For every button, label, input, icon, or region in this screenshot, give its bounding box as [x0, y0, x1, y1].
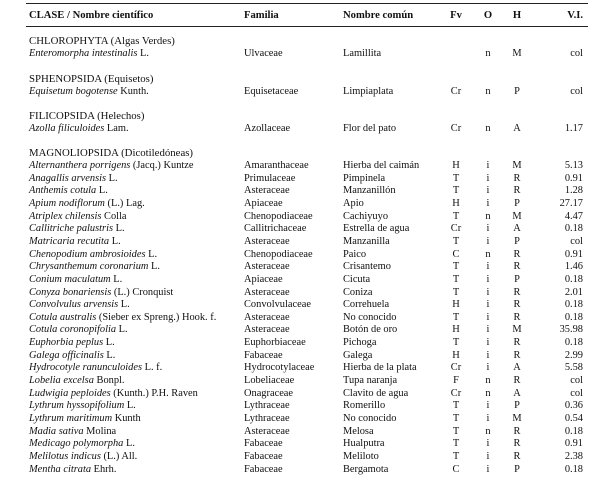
- group-title: MAGNOLIOPSIDA (Dicotiledóneas): [29, 147, 194, 159]
- origin-cell: i: [486, 160, 490, 171]
- common-name-cell: No conocido: [343, 311, 397, 323]
- habitat-cell: R: [513, 349, 521, 361]
- habitat-cell: P: [514, 235, 520, 247]
- habitat-cell: M: [512, 160, 522, 171]
- common-name-cell: Paico: [343, 248, 367, 260]
- table-row: [0, 323, 600, 336]
- species-author: Bonpl.: [93, 375, 125, 387]
- species-binomial: Hydrocotyle ranunculoides: [29, 362, 143, 374]
- fv-cell: T: [452, 185, 460, 197]
- habitat-cell: A: [513, 362, 521, 374]
- vi-cell: 1.17: [564, 123, 583, 134]
- table-row: [0, 311, 600, 324]
- table-row: [0, 399, 600, 412]
- species-binomial: Medicago polymorpha: [29, 438, 124, 450]
- origin-cell: n: [485, 210, 491, 222]
- habitat-cell: M: [512, 324, 522, 336]
- table-row: [0, 248, 600, 261]
- origin-cell: n: [485, 48, 491, 59]
- habitat-cell: M: [512, 48, 522, 59]
- origin-cell: n: [485, 86, 491, 97]
- habitat-cell: R: [513, 248, 521, 260]
- habitat-cell: R: [513, 311, 521, 323]
- origin-cell: n: [485, 375, 491, 387]
- fv-cell: T: [452, 311, 460, 323]
- fv-cell: Cr: [450, 123, 462, 134]
- table-row: [0, 437, 600, 450]
- table-row: [0, 298, 600, 311]
- common-name-cell: Clavito de agua: [343, 387, 409, 399]
- family-cell: Convolvulaceae: [244, 299, 311, 311]
- vi-cell: 2.38: [564, 450, 583, 462]
- fv-cell: T: [452, 172, 460, 184]
- common-name-cell: Pimpinela: [343, 172, 386, 184]
- family-cell: Apiaceae: [244, 197, 283, 209]
- common-name-cell: Meliloto: [343, 450, 379, 462]
- scientific-name: [29, 412, 141, 425]
- family-cell: Fabaceae: [244, 349, 283, 361]
- vi-cell: 5.13: [564, 160, 583, 171]
- vi-cell: 0.54: [564, 413, 583, 424]
- header-family: Familia: [244, 10, 279, 21]
- fv-cell: H: [452, 299, 460, 311]
- common-name-cell: Cicuta: [343, 273, 371, 285]
- fv-cell: T: [452, 261, 460, 273]
- vi-cell: col: [570, 48, 583, 59]
- header-common: Nombre común: [343, 10, 414, 21]
- table-row: [0, 349, 600, 362]
- habitat-cell: M: [512, 413, 522, 424]
- species-binomial: Atriplex chilensis: [29, 210, 102, 222]
- species-author: L.: [123, 438, 135, 450]
- family-cell: Chenopodiaceae: [244, 248, 313, 260]
- group-title: CHLOROPHYTA (Algas Verdes): [29, 35, 175, 47]
- header-rule: [26, 26, 588, 27]
- family-cell: Callitrichaceae: [244, 223, 307, 235]
- header-o: O: [483, 10, 493, 21]
- fv-cell: H: [452, 160, 460, 171]
- table-row: [0, 85, 600, 98]
- fv-cell: T: [452, 413, 460, 424]
- table-row: [0, 412, 600, 425]
- common-name-cell: Pichoga: [343, 337, 377, 349]
- vi-cell: 27.17: [559, 197, 583, 209]
- common-name-cell: Apio: [343, 197, 364, 209]
- origin-cell: i: [486, 337, 490, 349]
- species-author: Kunth.: [117, 86, 149, 97]
- species-author: L.: [110, 273, 123, 285]
- origin-cell: i: [486, 324, 490, 336]
- family-cell: Lythraceae: [244, 413, 290, 424]
- scientific-name: [29, 184, 108, 197]
- table-row: [0, 184, 600, 197]
- table-row: [0, 425, 600, 438]
- scientific-name: [29, 235, 121, 248]
- scientific-name: [29, 222, 125, 235]
- habitat-cell: R: [513, 286, 521, 298]
- vi-cell: 0.18: [564, 425, 583, 437]
- species-binomial: Conyza bonariensis: [29, 286, 112, 298]
- habitat-cell: P: [514, 463, 520, 475]
- vi-cell: 4.47: [564, 210, 583, 222]
- origin-cell: n: [485, 123, 491, 134]
- scientific-name: [29, 210, 127, 223]
- origin-cell: i: [486, 299, 490, 311]
- scientific-name: [29, 399, 136, 412]
- header-row: [0, 9, 600, 22]
- species-author: Kunth: [112, 413, 141, 424]
- common-name-cell: Manzanillón: [343, 185, 396, 197]
- vi-cell: 2.01: [564, 286, 583, 298]
- habitat-cell: R: [513, 438, 521, 450]
- species-binomial: Euphorbia peplus: [29, 337, 104, 349]
- species-author: L.: [116, 324, 128, 336]
- family-cell: Fabaceae: [244, 438, 283, 450]
- family-cell: Ulvaceae: [244, 48, 283, 59]
- vi-cell: col: [570, 86, 583, 97]
- scientific-name: [29, 463, 116, 476]
- table-row: [0, 336, 600, 349]
- habitat-cell: R: [513, 375, 521, 387]
- family-cell: Onagraceae: [244, 387, 294, 399]
- family-cell: Euphorbiaceae: [244, 337, 306, 349]
- table-row: [0, 222, 600, 235]
- table-row: [0, 235, 600, 248]
- habitat-cell: R: [513, 425, 521, 437]
- common-name-cell: Galega: [343, 349, 373, 361]
- scientific-name: [29, 361, 162, 374]
- common-name-cell: Estrella de agua: [343, 223, 410, 235]
- species-author: L.: [109, 235, 121, 247]
- family-cell: Asteraceae: [244, 261, 290, 273]
- family-cell: Amaranthaceae: [244, 160, 309, 171]
- table-row: [0, 361, 600, 374]
- species-author: L.: [103, 337, 115, 349]
- scientific-name: [29, 122, 129, 135]
- species-binomial: Galega officinalis: [29, 349, 104, 361]
- family-cell: Asteraceae: [244, 286, 290, 298]
- fv-cell: T: [452, 273, 460, 285]
- origin-cell: i: [486, 273, 490, 285]
- common-name-cell: Crisantemo: [343, 261, 391, 273]
- group-title: FILICOPSIDA (Helechos): [29, 110, 145, 122]
- species-binomial: Madia sativa: [29, 425, 84, 437]
- habitat-cell: A: [513, 223, 521, 235]
- fv-cell: T: [452, 337, 460, 349]
- origin-cell: i: [486, 311, 490, 323]
- species-binomial: Callitriche palustris: [29, 223, 113, 235]
- table-row: [0, 210, 600, 223]
- vi-cell: 0.18: [564, 299, 583, 311]
- common-name-cell: Hierba del caimán: [343, 160, 420, 171]
- scientific-name: [29, 286, 173, 299]
- fv-cell: Cr: [450, 387, 462, 399]
- scientific-name: [29, 336, 115, 349]
- family-cell: Apiaceae: [244, 273, 283, 285]
- vi-cell: 0.18: [564, 311, 583, 323]
- species-author: (Kunth.) P.H. Raven: [110, 387, 198, 399]
- common-name-cell: Limpiaplata: [343, 86, 394, 97]
- table-row: [0, 47, 600, 60]
- table-row: [0, 450, 600, 463]
- fv-cell: T: [452, 425, 460, 437]
- group-title: SPHENOPSIDA (Equisetos): [29, 73, 154, 85]
- origin-cell: i: [486, 438, 490, 450]
- species-binomial: Lobelia excelsa: [29, 375, 94, 387]
- table-row: [0, 172, 600, 185]
- species-author: (Sieber ex Spreng.) Hook. f.: [96, 311, 217, 323]
- species-author: L.: [106, 172, 118, 184]
- habitat-cell: R: [513, 185, 521, 197]
- scientific-name: [29, 374, 125, 387]
- scientific-name: [29, 437, 135, 450]
- species-author: L.: [113, 223, 125, 235]
- fv-cell: Cr: [450, 223, 462, 235]
- habitat-cell: M: [512, 210, 522, 222]
- vi-cell: 0.18: [564, 223, 583, 235]
- common-name-cell: Correhuela: [343, 299, 390, 311]
- scientific-name: [29, 387, 198, 400]
- origin-cell: i: [486, 235, 490, 247]
- vi-cell: col: [570, 375, 583, 387]
- species-binomial: Cotula australis: [29, 311, 97, 323]
- vi-cell: 1.28: [564, 185, 583, 197]
- family-cell: Azollaceae: [244, 123, 291, 134]
- species-author: L.: [145, 248, 158, 260]
- common-name-cell: Hualputra: [343, 438, 385, 450]
- fv-cell: T: [452, 400, 460, 412]
- common-name-cell: Tupa naranja: [343, 375, 398, 387]
- vi-cell: 5.58: [564, 362, 583, 374]
- table-row: [0, 463, 600, 476]
- species-binomial: Anagallis arvensis: [29, 172, 107, 184]
- fv-cell: Cr: [450, 362, 462, 374]
- origin-cell: i: [486, 286, 490, 298]
- origin-cell: i: [486, 400, 490, 412]
- scientific-name: [29, 425, 116, 438]
- common-name-cell: Romerillo: [343, 400, 386, 412]
- table-row: [0, 197, 600, 210]
- table-row: [0, 387, 600, 400]
- origin-cell: i: [486, 463, 490, 475]
- habitat-cell: P: [514, 400, 520, 412]
- origin-cell: i: [486, 223, 490, 235]
- species-author: L.: [148, 261, 160, 273]
- fv-cell: F: [453, 375, 459, 387]
- origin-cell: i: [486, 185, 490, 197]
- origin-cell: n: [485, 387, 491, 399]
- habitat-cell: P: [514, 86, 520, 97]
- species-author: (L.) All.: [100, 450, 138, 462]
- fv-cell: T: [452, 235, 460, 247]
- species-binomial: Lythrum hyssopifolium: [29, 400, 125, 412]
- species-binomial: Conium maculatum: [29, 273, 111, 285]
- habitat-cell: R: [513, 299, 521, 311]
- vi-cell: 0.91: [564, 248, 583, 260]
- habitat-cell: P: [514, 197, 520, 209]
- table-row: [0, 273, 600, 286]
- header-name: CLASE / Nombre científico: [29, 10, 154, 21]
- fv-cell: T: [452, 438, 460, 450]
- vi-cell: 0.91: [564, 172, 583, 184]
- scientific-name: [29, 85, 149, 98]
- habitat-cell: P: [514, 273, 520, 285]
- common-name-cell: Cachiyuyo: [343, 210, 389, 222]
- species-author: Colla: [101, 210, 127, 222]
- common-name-cell: No conocido: [343, 413, 397, 424]
- species-author: Molina: [83, 425, 117, 437]
- species-binomial: Melilotus indicus: [29, 450, 101, 462]
- vi-cell: 0.18: [564, 463, 583, 475]
- origin-cell: i: [486, 197, 490, 209]
- species-author: L.: [124, 400, 136, 412]
- scientific-name: [29, 298, 130, 311]
- family-cell: Lobeliaceae: [244, 375, 295, 387]
- scientific-name: [29, 273, 122, 286]
- fv-cell: C: [452, 463, 460, 475]
- header-fv: Fv: [450, 10, 462, 21]
- scientific-name: [29, 47, 149, 60]
- vi-cell: 35.98: [559, 324, 583, 336]
- vi-cell: 1.46: [564, 261, 583, 273]
- vi-cell: 0.18: [564, 337, 583, 349]
- common-name-cell: Lamillita: [343, 48, 382, 59]
- species-binomial: Alternanthera porrigens: [29, 160, 131, 171]
- origin-cell: i: [486, 261, 490, 273]
- family-cell: Asteraceae: [244, 185, 290, 197]
- origin-cell: i: [486, 172, 490, 184]
- species-author: Ehrh.: [91, 463, 117, 475]
- species-binomial: Chenopodium ambrosioides: [29, 248, 146, 260]
- scientific-name: [29, 311, 216, 324]
- species-author: L.: [118, 299, 130, 311]
- family-cell: Fabaceae: [244, 450, 283, 462]
- fv-cell: T: [452, 210, 460, 222]
- common-name-cell: Flor del pato: [343, 123, 397, 134]
- species-author: Lam.: [104, 123, 129, 134]
- origin-cell: i: [486, 450, 490, 462]
- species-author: L.: [96, 185, 108, 197]
- common-name-cell: Coniza: [343, 286, 373, 298]
- species-author: (L.) Cronquist: [111, 286, 174, 298]
- fv-cell: H: [452, 349, 460, 361]
- family-cell: Asteraceae: [244, 425, 290, 437]
- scientific-name: [29, 248, 157, 261]
- habitat-cell: A: [513, 387, 521, 399]
- species-binomial: Convolvulus arvensis: [29, 299, 119, 311]
- species-binomial: Cotula coronopifolia: [29, 324, 117, 336]
- family-cell: Chenopodiaceae: [244, 210, 313, 222]
- table-row: [0, 286, 600, 299]
- family-cell: Equisetaceae: [244, 86, 299, 97]
- family-cell: Hydrocotylaceae: [244, 362, 315, 374]
- scientific-name: [29, 260, 160, 273]
- common-name-cell: Botón de oro: [343, 324, 398, 336]
- habitat-cell: R: [513, 337, 521, 349]
- vi-cell: 0.36: [564, 400, 583, 412]
- fv-cell: Cr: [450, 86, 462, 97]
- common-name-cell: Melosa: [343, 425, 374, 437]
- fv-cell: T: [452, 286, 460, 298]
- species-author: L. f.: [142, 362, 163, 374]
- fv-cell: H: [452, 197, 460, 209]
- fv-cell: T: [452, 450, 460, 462]
- family-cell: Primulaceae: [244, 172, 296, 184]
- origin-cell: i: [486, 362, 490, 374]
- habitat-cell: R: [513, 450, 521, 462]
- species-author: L.: [103, 349, 116, 361]
- origin-cell: i: [486, 349, 490, 361]
- family-cell: Asteraceae: [244, 324, 290, 336]
- header-vi: V.I.: [567, 10, 583, 21]
- scientific-name: [29, 323, 128, 336]
- vi-cell: 2.99: [564, 349, 583, 361]
- family-cell: Fabaceae: [244, 463, 283, 475]
- species-binomial: Chrysanthemum coronarium: [29, 261, 149, 273]
- species-binomial: Apium nodiflorum: [29, 197, 105, 209]
- top-rule: [26, 3, 588, 4]
- scientific-name: [29, 349, 115, 362]
- fv-cell: H: [452, 324, 460, 336]
- header-h: H: [512, 10, 522, 21]
- origin-cell: n: [485, 248, 491, 260]
- fv-cell: C: [452, 248, 460, 260]
- species-binomial: Equisetum bogotense: [29, 86, 118, 97]
- species-binomial: Anthemis cotula: [29, 185, 97, 197]
- vi-cell: 0.18: [564, 273, 583, 285]
- species-binomial: Matricaria recutita: [29, 235, 110, 247]
- table-row: [0, 260, 600, 273]
- vi-cell: col: [570, 387, 583, 399]
- table-row: [0, 374, 600, 387]
- species-binomial: Enteromorpha intestinalis: [29, 48, 138, 59]
- family-cell: Lythraceae: [244, 400, 290, 412]
- habitat-cell: R: [513, 261, 521, 273]
- scientific-name: [29, 197, 145, 210]
- origin-cell: i: [486, 413, 490, 424]
- common-name-cell: Hierba de la plata: [343, 362, 417, 374]
- table-row: [0, 159, 600, 172]
- species-binomial: Azolla filiculoides: [29, 123, 105, 134]
- family-cell: Asteraceae: [244, 235, 290, 247]
- common-name-cell: Bergamota: [343, 463, 389, 475]
- species-binomial: Mentha citrata: [29, 463, 92, 475]
- species-author: L.: [137, 48, 149, 59]
- scientific-name: [29, 450, 137, 463]
- common-name-cell: Manzanilla: [343, 235, 390, 247]
- scientific-name: [29, 172, 118, 185]
- vi-cell: col: [570, 235, 583, 247]
- vi-cell: 0.91: [564, 438, 583, 450]
- species-binomial: Lythrum maritimum: [29, 413, 113, 424]
- origin-cell: n: [485, 425, 491, 437]
- scientific-name: [29, 159, 194, 172]
- table-row: [0, 122, 600, 135]
- species-author: (Jacq.) Kuntze: [130, 160, 194, 171]
- habitat-cell: A: [513, 123, 521, 134]
- habitat-cell: R: [513, 172, 521, 184]
- species-author: (L.) Lag.: [104, 197, 145, 209]
- family-cell: Asteraceae: [244, 311, 290, 323]
- species-binomial: Ludwigia peploides: [29, 387, 111, 399]
